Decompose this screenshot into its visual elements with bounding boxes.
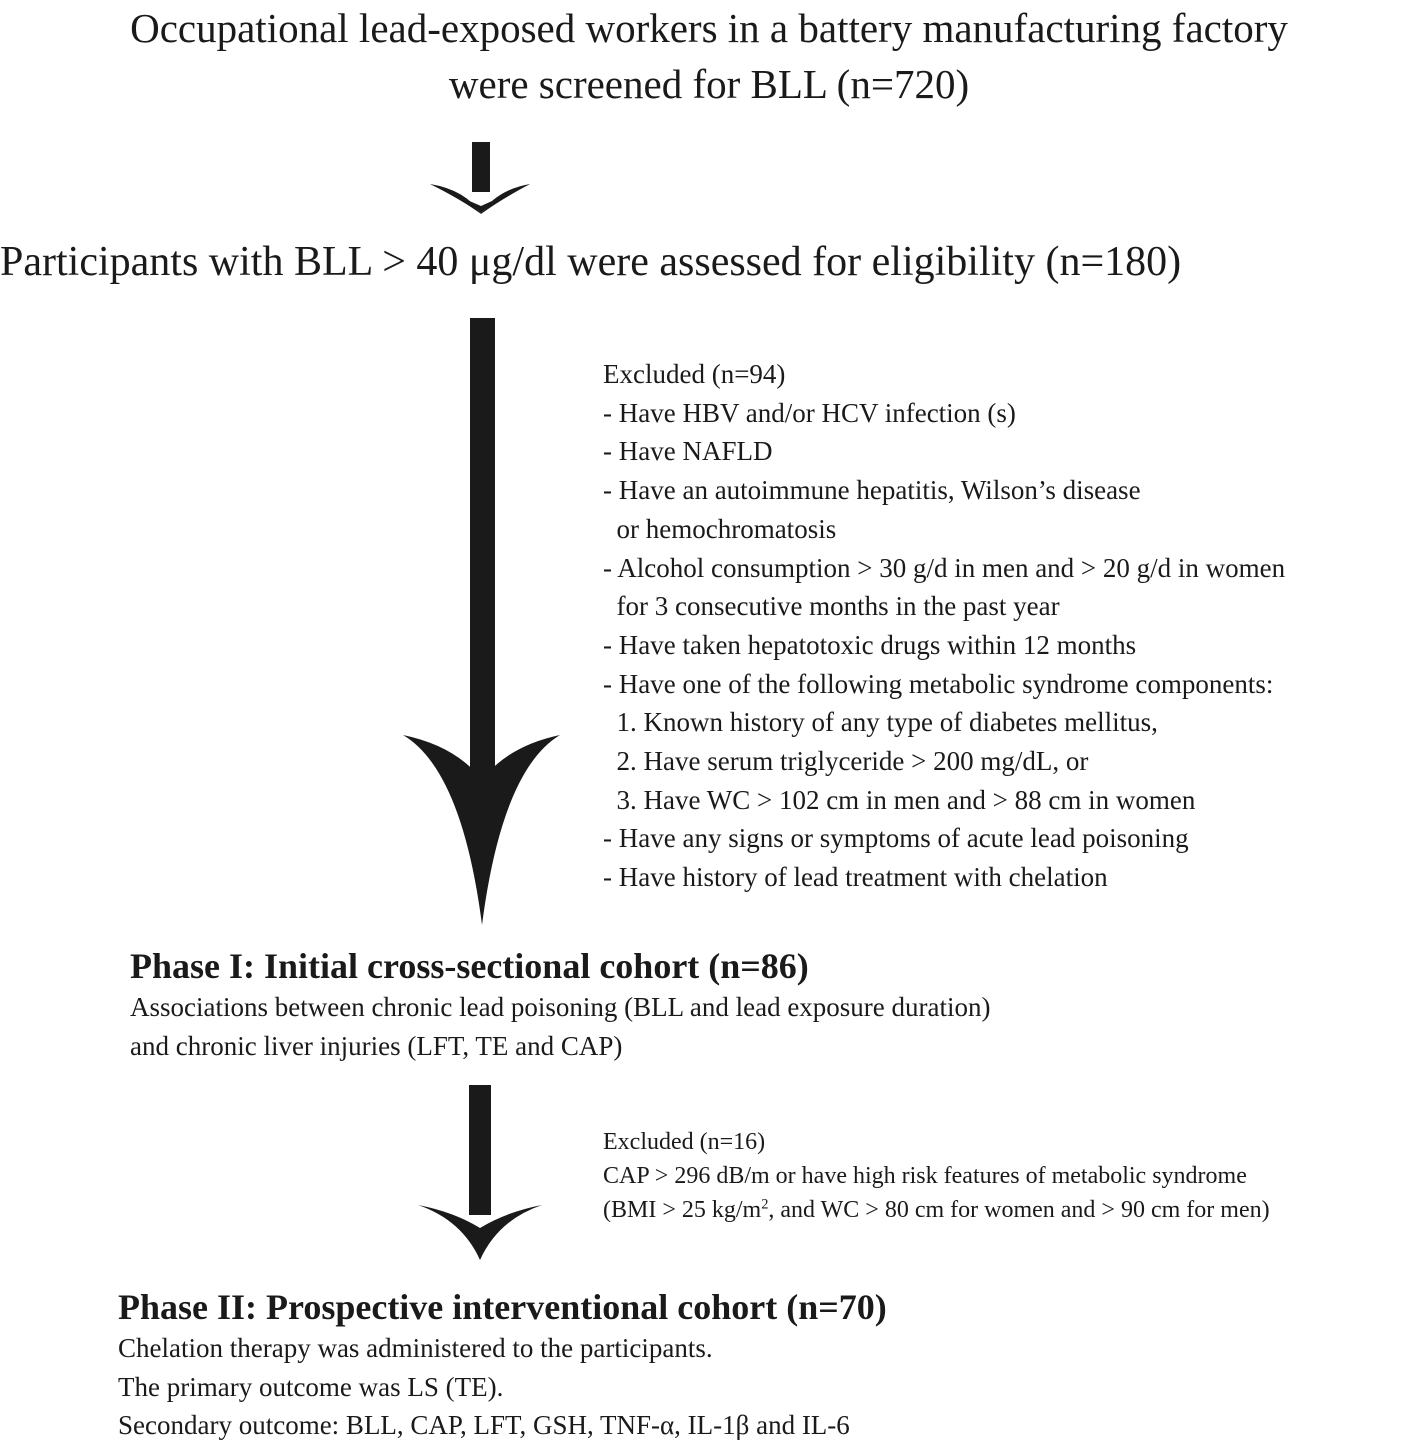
screening-line-2: were screened for BLL (n=720) <box>448 61 970 107</box>
phase1-desc-line: and chronic liver injuries (LFT, TE and CAP) <box>130 1030 623 1061</box>
exclusion-2-line <box>603 1193 1270 1227</box>
screening-box <box>0 0 1418 112</box>
exclusion-1-item: - Have NAFLD <box>603 436 773 467</box>
phase2-desc-line: Chelation therapy was administered to the participants. <box>118 1333 713 1363</box>
arrow-eligibility-to-phase1 <box>403 318 560 925</box>
phase1-desc-line: Associations between chronic lead poisoning (BLL and lead exposure duration) <box>130 992 991 1022</box>
phase2-desc-line: Secondary outcome: BLL, CAP, LFT, GSH, TNF-α, IL-1β and IL-6 <box>118 1410 850 1441</box>
exclusion-2-superscript: 2 <box>761 1196 769 1213</box>
screening-line-1: Occupational lead-exposed workers in a battery manufacturing factory <box>130 5 1288 51</box>
exclusion-1-item: - Have one of the following metabolic syndrome components: <box>603 668 1274 699</box>
exclusion-2-wc-text: , and WC > 80 cm for women and > 90 cm for men) <box>768 1197 1270 1223</box>
phase1-title: Phase I: Initial cross-sectional cohort (n=86) <box>130 946 809 986</box>
exclusion-1-item-cont: or hemochromatosis <box>603 513 837 544</box>
exclusion-box-2 <box>603 1125 1270 1227</box>
exclusion-1-subitem: 2. Have serum triglyceride > 200 mg/dL, or <box>603 746 1089 777</box>
exclusion-2-bmi-text: (BMI > 25 kg/m <box>603 1197 762 1223</box>
exclusion-1-item: - Have history of lead treatment with chelation <box>603 862 1108 893</box>
eligibility-text: Participants with BLL > 40 μg/dl were assessed for eligibility (n=180) <box>0 239 1182 285</box>
exclusion-2-line: CAP > 296 dB/m or have high risk features of metabolic syndrome <box>603 1163 1247 1189</box>
exclusion-1-item: - Have HBV and/or HCV infection (s) <box>603 397 1016 428</box>
exclusion-1-item: - Have any signs or symptoms of acute lead poisoning <box>603 823 1189 854</box>
exclusion-1-subitem: 3. Have WC > 102 cm in men and > 88 cm in women <box>603 784 1196 815</box>
exclusion-1-item: - Alcohol consumption > 30 g/d in men and > 20 g/d in women <box>603 552 1286 583</box>
exclusion-2-heading: Excluded (n=16) <box>603 1129 766 1155</box>
exclusion-1-item: - Have an autoimmune hepatitis, Wilson’s disease <box>603 475 1141 506</box>
phase1-box <box>130 944 991 1065</box>
exclusion-box-1 <box>603 355 1285 897</box>
phase2-box <box>118 1285 887 1445</box>
arrow-phase1-to-phase2 <box>418 1085 542 1260</box>
arrow-screening-to-eligibility <box>430 142 530 214</box>
exclusion-1-item-cont: for 3 consecutive months in the past year <box>603 591 1060 622</box>
exclusion-1-heading: Excluded (n=94) <box>603 359 786 389</box>
eligibility-box <box>0 236 1181 288</box>
phase2-desc-line: The primary outcome was LS (TE). <box>118 1371 504 1402</box>
exclusion-1-subitem: 1. Known history of any type of diabetes mellitus, <box>603 707 1158 738</box>
phase2-title: Phase II: Prospective interventional cohort (n=70) <box>118 1287 887 1327</box>
exclusion-1-item: - Have taken hepatotoxic drugs within 12 months <box>603 629 1137 660</box>
